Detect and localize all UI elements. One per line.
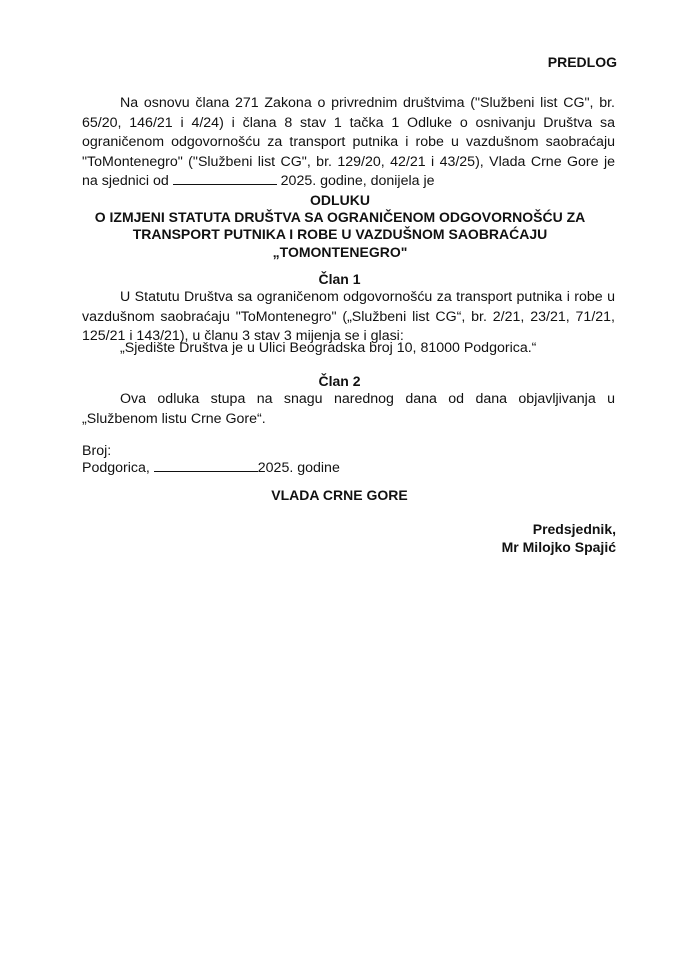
article-1-heading: Član 1 <box>318 271 361 287</box>
title-line-3: TRANSPORT PUTNIKA I ROBE U VAZDUŠNOM SAOBRAĆAJU <box>132 226 548 243</box>
title-line-2: O IZMJENI STATUTA DRUŠTVA SA OGRANIČENOM ODGOVORNOŠĆU ZA <box>94 209 586 226</box>
reference-number-label: Broj: <box>82 443 112 459</box>
place-name: Podgorica, <box>82 460 150 476</box>
article-1-text: U Statutu Društva sa ograničenom odgovornošću za transport putnika i robe u vazdušnom saobraćaju "ToMontenegro" („Službeni list CG“, br. 2/21, 23/21, 71/21, 125/21 i 143/21), u članu 3 stav 3 mijenja se i glasi: <box>82 289 615 344</box>
footer-date-tail: 2025. godine <box>257 460 340 476</box>
government-name: VLADA CRNE GORE <box>271 487 408 503</box>
article-2-heading: Član 2 <box>318 373 361 389</box>
article-1-quote: „Sjedište Društva je u Ulici Beogradska broj 10, 81000 Podgorica.“ <box>120 340 537 356</box>
date-blank-line <box>173 172 277 185</box>
title-line-1: ODLUKU <box>310 192 370 208</box>
place-date-line <box>82 459 340 479</box>
signatory-name: Mr Milojko Spajić <box>501 539 616 555</box>
article-2-text: Ova odluka stupa na snagu narednog dana od dana objavljivanja u „Službenom listu Crne Gore“. <box>82 391 615 427</box>
signatory-block <box>502 520 616 556</box>
signatory-title: Predsjednik, <box>532 521 616 537</box>
preamble-text: Na osnovu člana 271 Zakona o privrednim društvima ("Službeni list CG", br. 65/20, 146/21 i 4/24) i člana 8 stav 1 tačka 1 Odluke o osnivanju Društva sa ograničenom odgovornošću za transport putnika i robe u vazdušnom saobraćaju "ToMontenegro" ("Službeni list CG", br. 129/20, 42/21 i 43/25), Vlada Crne Gore je na sjednici od <box>82 95 615 189</box>
decision-title <box>70 192 610 261</box>
footer-date-blank-line <box>154 459 258 472</box>
preamble-tail: 2025. godine, donijela je <box>280 173 435 189</box>
title-line-4: „TOMONTENEGRO" <box>272 243 408 260</box>
preamble-paragraph <box>82 94 615 192</box>
document-status-label: PREDLOG <box>547 54 617 70</box>
